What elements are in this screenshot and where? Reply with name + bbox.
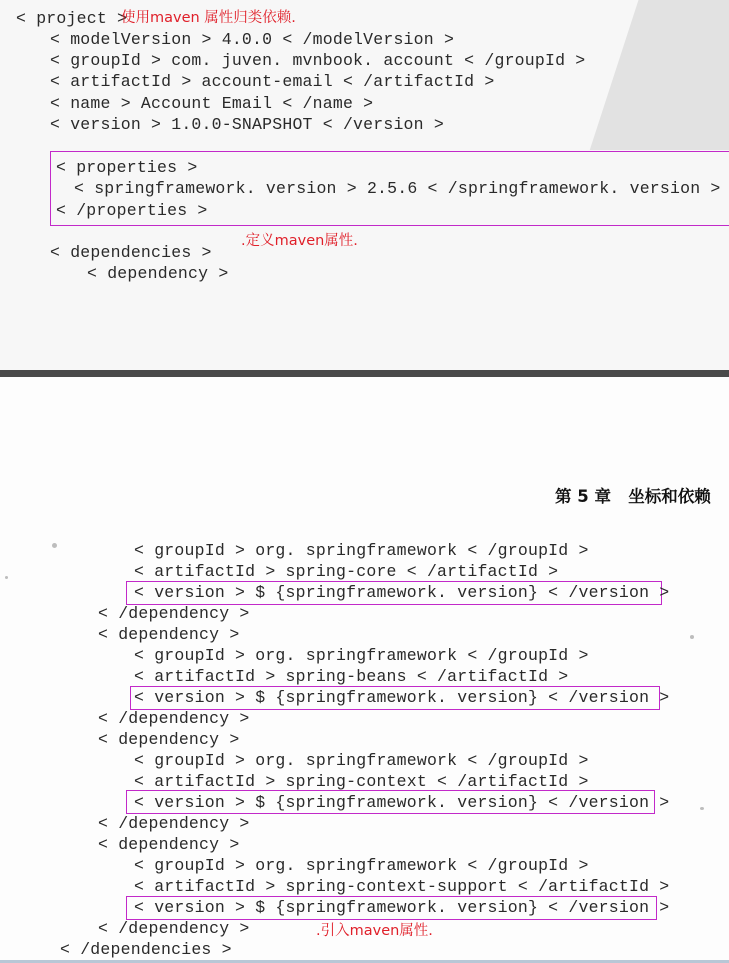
code-line-version-ref: < version > $ {springframework. version} < /version > — [134, 793, 670, 812]
code-line-dependencies-close: < /dependencies > — [60, 940, 232, 959]
code-line-artifact-id: < artifactId > spring-context-support < /artifactId > — [134, 877, 670, 896]
code-line-name: < name > Account Email < /name > — [50, 94, 374, 113]
code-line-group-id: < groupId > org. springframework < /groupId > — [134, 751, 589, 770]
annotation-group-properties: 使用maven 属性归类依赖. — [121, 10, 296, 26]
code-line-dependency-close: < /dependency > — [98, 814, 250, 833]
code-line-dependency-close: < /dependency > — [98, 604, 250, 623]
code-line-dependency-open: < dependency > — [87, 264, 229, 283]
code-line-model-version: < modelVersion > 4.0.0 < /modelVersion > — [50, 30, 455, 49]
code-line-version-ref: < version > $ {springframework. version} < /version > — [134, 583, 670, 602]
watermark-graphic — [590, 0, 729, 150]
code-line-dependency-close: < /dependency > — [98, 709, 250, 728]
code-line-version-ref: < version > $ {springframework. version} < /version > — [134, 688, 670, 707]
page-speck — [700, 807, 704, 810]
page-speck — [5, 576, 8, 579]
code-line-artifact-id: < artifactId > spring-core < /artifactId > — [134, 562, 559, 581]
code-line-version: < version > 1.0.0-SNAPSHOT < /version > — [50, 115, 444, 134]
section-divider — [0, 370, 729, 377]
top-code-panel — [0, 0, 729, 370]
code-line-properties-open: < properties > — [56, 158, 198, 177]
code-line-group-id: < groupId > com. juven. mvnbook. account < /groupId > — [50, 51, 586, 70]
code-line-group-id: < groupId > org. springframework < /groupId > — [134, 541, 589, 560]
page-speck — [690, 635, 694, 639]
code-line-dependency-open: < dependency > — [98, 730, 240, 749]
bottom-book-page — [0, 377, 729, 963]
code-line-artifact-id: < artifactId > spring-beans < /artifactId > — [134, 667, 569, 686]
code-line-dependency-open: < dependency > — [98, 625, 240, 644]
code-line-version-ref: < version > $ {springframework. version} < /version > — [134, 898, 670, 917]
annotation-define-property: .定义maven属性. — [241, 233, 358, 249]
code-line-dependency-close: < /dependency > — [98, 919, 250, 938]
code-line-group-id: < groupId > org. springframework < /groupId > — [134, 646, 589, 665]
code-line-project-open: < project > — [16, 9, 128, 28]
code-line-artifact-id: < artifactId > account-email < /artifactId > — [50, 72, 495, 91]
code-line-dependencies-open: < dependencies > — [50, 243, 212, 262]
code-line-properties-close: < /properties > — [56, 201, 208, 220]
code-line-group-id: < groupId > org. springframework < /groupId > — [134, 856, 589, 875]
code-line-artifact-id: < artifactId > spring-context < /artifactId > — [134, 772, 589, 791]
code-line-dependency-open: < dependency > — [98, 835, 240, 854]
code-line-spring-version-property: < springframework. version > 2.5.6 < /springframework. version > — [74, 179, 721, 198]
chapter-heading: 第 5 章 坐标和依赖 — [555, 487, 711, 506]
annotation-import-property: .引入maven属性. — [316, 923, 433, 939]
page-speck — [52, 543, 57, 548]
